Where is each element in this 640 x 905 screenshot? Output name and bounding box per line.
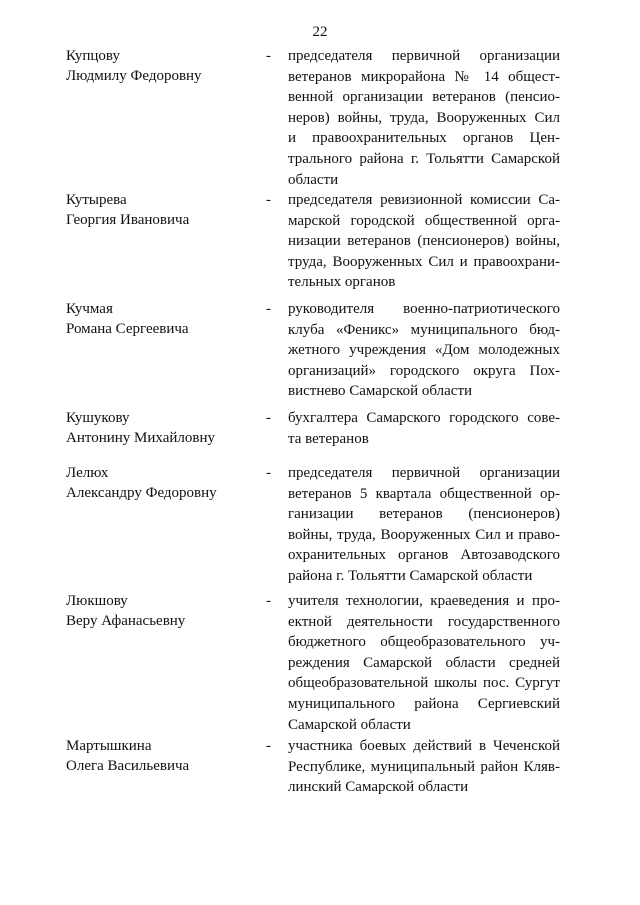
desc-line: реждения Самарской области средней	[288, 654, 560, 671]
page-number: 22	[312, 24, 328, 40]
person-name	[66, 190, 261, 230]
dash-separator: -	[266, 465, 271, 481]
desc-line: низации ветеранов (пенсионеров) войны,	[288, 233, 560, 250]
desc-line: венной организации ветеранов (пенсио-	[288, 89, 560, 106]
desc-line: учителя технологии, краеведения и про-	[288, 593, 560, 609]
desc-line: общеобразовательной школы пос. Сургут	[288, 675, 560, 692]
position-description	[288, 46, 560, 190]
surname: Кучмая	[66, 301, 113, 317]
desc-line: клуба «Феникс» муниципального бюд-	[288, 321, 560, 338]
person-name	[66, 299, 261, 339]
dash-separator: -	[266, 192, 271, 208]
person-name	[66, 408, 261, 448]
desc-line: ганизации ветеранов (пенсионеров)	[288, 506, 560, 523]
desc-line: та ветеранов	[288, 430, 369, 447]
desc-line: и правоохранительных органов Цен-	[288, 130, 560, 147]
person-name	[66, 46, 261, 86]
desc-line: трального района г. Тольятти Самарской	[288, 150, 560, 167]
desc-line: района г. Тольятти Самарской области	[288, 567, 533, 584]
desc-line: Республике, муниципальный район Кляв-	[288, 758, 560, 775]
position-description	[288, 299, 560, 402]
position-description	[288, 591, 560, 735]
dash-separator: -	[266, 593, 271, 609]
desc-line: марской городской общественной орга-	[288, 212, 560, 229]
desc-line: участника боевых действий в Чеченской	[288, 738, 560, 754]
surname: Кушукову	[66, 410, 130, 426]
desc-line: председателя первичной организации	[288, 48, 560, 64]
surname: Мартышкина	[66, 738, 152, 754]
desc-line: муниципального района Сергиевский	[288, 695, 560, 712]
desc-line: войны, труда, Вооруженных Сил и право-	[288, 526, 560, 543]
desc-line: охранительных органов Автозаводского	[288, 547, 560, 564]
person-name	[66, 736, 261, 776]
desc-line: ветеранов микрорайона № 14 общест-	[288, 68, 560, 85]
desc-line: неров) войны, труда, Вооруженных Сил	[288, 109, 560, 126]
desc-line: ектной деятельности государственного	[288, 613, 560, 630]
surname: Кутырева	[66, 192, 127, 208]
position-description	[288, 408, 560, 449]
position-description	[288, 463, 560, 587]
given-names: Людмилу Федоровну	[66, 68, 202, 84]
desc-line: бухгалтера Самарского городского сове-	[288, 410, 560, 426]
dash-separator: -	[266, 48, 271, 64]
desc-line: Самарской области	[288, 716, 411, 733]
desc-line: председателя первичной организации	[288, 465, 560, 481]
person-name	[66, 591, 261, 631]
surname: Лелюх	[66, 465, 109, 481]
surname: Люкшову	[66, 593, 128, 609]
given-names: Романа Сергеевича	[66, 321, 189, 337]
person-name	[66, 463, 261, 503]
desc-line: труда, Вооруженных Сил и правоохрани-	[288, 253, 560, 270]
desc-line: руководителя военно-патриотического	[288, 301, 560, 317]
desc-line: тельных органов	[288, 274, 396, 291]
given-names: Олега Васильевича	[66, 758, 190, 774]
position-description	[288, 190, 560, 293]
desc-line: области	[288, 171, 339, 188]
desc-line: организаций» городского округа Пох-	[288, 362, 560, 379]
desc-line: председателя ревизионной комиссии Са-	[288, 192, 560, 208]
desc-line: ветеранов 5 квартала общественной ор-	[288, 485, 560, 502]
desc-line: линский Самарской области	[288, 779, 469, 796]
given-names: Георгия Ивановича	[66, 212, 190, 228]
dash-separator: -	[266, 738, 271, 754]
dash-separator: -	[266, 301, 271, 317]
desc-line: бюджетного общеобразовательного уч-	[288, 634, 560, 651]
position-description	[288, 736, 560, 798]
surname: Купцову	[66, 48, 121, 64]
desc-line: жетного учреждения «Дом молодежных	[288, 342, 560, 359]
dash-separator: -	[266, 410, 271, 426]
given-names: Антонину Михайловну	[66, 430, 215, 446]
given-names: Веру Афанасьевну	[66, 613, 186, 629]
desc-line: вистнево Самарской области	[288, 383, 473, 400]
given-names: Александру Федоровну	[66, 485, 217, 501]
